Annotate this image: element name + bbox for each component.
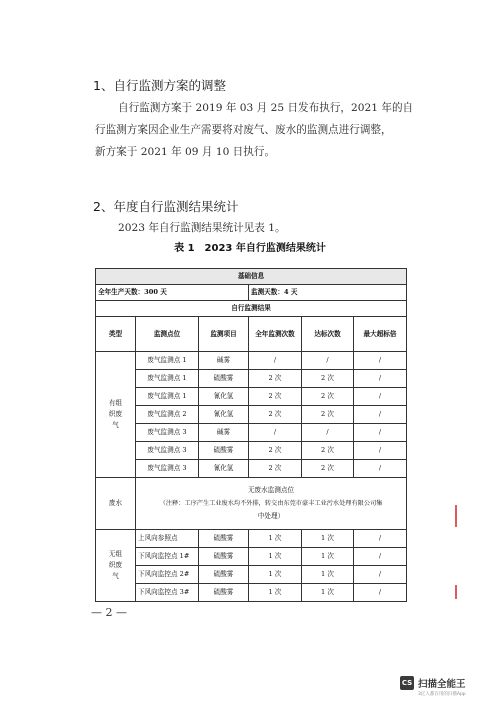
- table-row: [96, 566, 407, 584]
- cell-item: 碱雾: [199, 352, 249, 370]
- cell-count: 1 次: [249, 566, 302, 584]
- cell-compliant: 2 次: [302, 370, 354, 388]
- table-row: [96, 584, 407, 602]
- cell-item: 硫酸雾: [199, 370, 249, 388]
- cell-count: 2 次: [249, 442, 302, 460]
- cell-item: 碱雾: [199, 424, 249, 442]
- scan-mark: [455, 505, 457, 527]
- scanner-watermark: [400, 676, 496, 697]
- wastewater-note: [136, 478, 407, 530]
- header-point: 监测点位: [136, 317, 199, 352]
- scanner-app-name: 扫描全能王: [418, 679, 466, 690]
- cell-compliant: 2 次: [302, 388, 354, 406]
- header-compliant-count: 达标次数: [302, 317, 354, 352]
- scanner-tagline: 3亿人都在用的扫描App: [418, 692, 466, 697]
- section1-line-3: 新方案于 2021 年 09 月 10 日执行。: [95, 146, 276, 158]
- cell-exceed: /: [354, 388, 407, 406]
- header-type: 类型: [96, 317, 136, 352]
- header-max-exceed: 最大超标倍: [354, 317, 407, 352]
- cell-item: 硫酸雾: [199, 566, 249, 584]
- monitoring-results-table: [95, 268, 407, 602]
- wastewater-line-1: 无废水监测点位: [247, 486, 295, 494]
- cell-exceed: /: [354, 406, 407, 424]
- cell-item: 硫酸雾: [199, 442, 249, 460]
- cell-point: 下风向监控点 1#: [136, 548, 199, 566]
- results-title: 自行监测结果: [96, 301, 407, 317]
- table-row: [96, 406, 407, 424]
- cell-point: 废气监测点 1: [136, 388, 199, 406]
- cell-compliant: 1 次: [302, 530, 354, 548]
- cell-point: 下风向监控点 3#: [136, 584, 199, 602]
- cell-compliant: /: [302, 352, 354, 370]
- section1-heading: 1、自行监测方案的调整: [93, 78, 226, 93]
- cell-exceed: /: [354, 548, 407, 566]
- cell-point: 废气监测点 3: [136, 460, 199, 478]
- header-annual-count: 全年监测次数: [249, 317, 302, 352]
- cell-point: 废气监测点 2: [136, 406, 199, 424]
- table-row: [96, 442, 407, 460]
- basic-info-title: 基础信息: [96, 269, 407, 285]
- cell-item: 硫酸雾: [199, 530, 249, 548]
- cell-exceed: /: [354, 352, 407, 370]
- cell-compliant: 2 次: [302, 442, 354, 460]
- cell-count: 1 次: [249, 584, 302, 602]
- table-row: [96, 352, 407, 370]
- production-days: 全年生产天数：300 天: [96, 285, 249, 301]
- cell-exceed: /: [354, 566, 407, 584]
- cell-item: 氰化氢: [199, 388, 249, 406]
- cell-count: /: [249, 424, 302, 442]
- wastewater-line-3: 中处理）: [257, 512, 285, 520]
- table-row: [96, 530, 407, 548]
- cell-exceed: /: [354, 584, 407, 602]
- section2-intro: 2023 年自行监测结果统计见表 1。: [118, 222, 286, 234]
- cell-point: 废气监测点 1: [136, 352, 199, 370]
- table-row: [96, 478, 407, 530]
- cell-item: 氰化氢: [199, 460, 249, 478]
- cell-count: 1 次: [249, 548, 302, 566]
- cell-count: 2 次: [249, 388, 302, 406]
- table-row: [96, 370, 407, 388]
- cell-compliant: 2 次: [302, 460, 354, 478]
- cell-compliant: 1 次: [302, 566, 354, 584]
- table-row: [96, 548, 407, 566]
- cell-item: 硫酸雾: [199, 548, 249, 566]
- monitoring-days: 监测天数：4 天: [249, 285, 407, 301]
- cell-point: 废气监测点 3: [136, 442, 199, 460]
- cell-compliant: 2 次: [302, 406, 354, 424]
- cell-compliant: 1 次: [302, 548, 354, 566]
- cell-exceed: /: [354, 442, 407, 460]
- page-number: — 2 —: [91, 606, 127, 619]
- cell-compliant: /: [302, 424, 354, 442]
- table-row: [96, 388, 407, 406]
- cell-exceed: /: [354, 530, 407, 548]
- type-wastewater: 废水: [96, 478, 136, 530]
- type-unorganized: 无组织废气: [96, 530, 136, 602]
- table-row: [96, 424, 407, 442]
- cell-compliant: 1 次: [302, 584, 354, 602]
- section1-line-2: 行监测方案因企业生产需要将对废气、废水的监测点进行调整，: [95, 124, 392, 136]
- cell-point: 下风向监控点 2#: [136, 566, 199, 584]
- cell-count: 2 次: [249, 460, 302, 478]
- section2-heading: 2、年度自行监测结果统计: [93, 199, 239, 214]
- cell-exceed: /: [354, 424, 407, 442]
- cell-item: 氰化氢: [199, 406, 249, 424]
- cell-item: 硫酸雾: [199, 584, 249, 602]
- cell-count: /: [249, 352, 302, 370]
- cell-point: 废气监测点 3: [136, 424, 199, 442]
- section1-line-1: 自行监测方案于 2019 年 03 月 25 日发布执行，2021 年的自: [118, 102, 414, 114]
- header-item: 监测项目: [199, 317, 249, 352]
- cell-count: 1 次: [249, 530, 302, 548]
- cell-point: 废气监测点 1: [136, 370, 199, 388]
- scan-mark: [455, 585, 457, 599]
- cell-count: 2 次: [249, 406, 302, 424]
- cell-count: 2 次: [249, 370, 302, 388]
- cell-exceed: /: [354, 370, 407, 388]
- wastewater-line-2: （注释：工序产生工业废水均不外排，转交由东莞市豪丰工业污水处理有限公司集: [159, 500, 383, 507]
- table-caption: 表 1 2023 年自行监测结果统计: [174, 243, 326, 254]
- cell-exceed: /: [354, 460, 407, 478]
- table-row: [96, 460, 407, 478]
- cell-point: 上风向参照点: [136, 530, 199, 548]
- camscanner-logo-icon: CS: [400, 676, 414, 690]
- type-organized: 有组织废气: [96, 352, 136, 478]
